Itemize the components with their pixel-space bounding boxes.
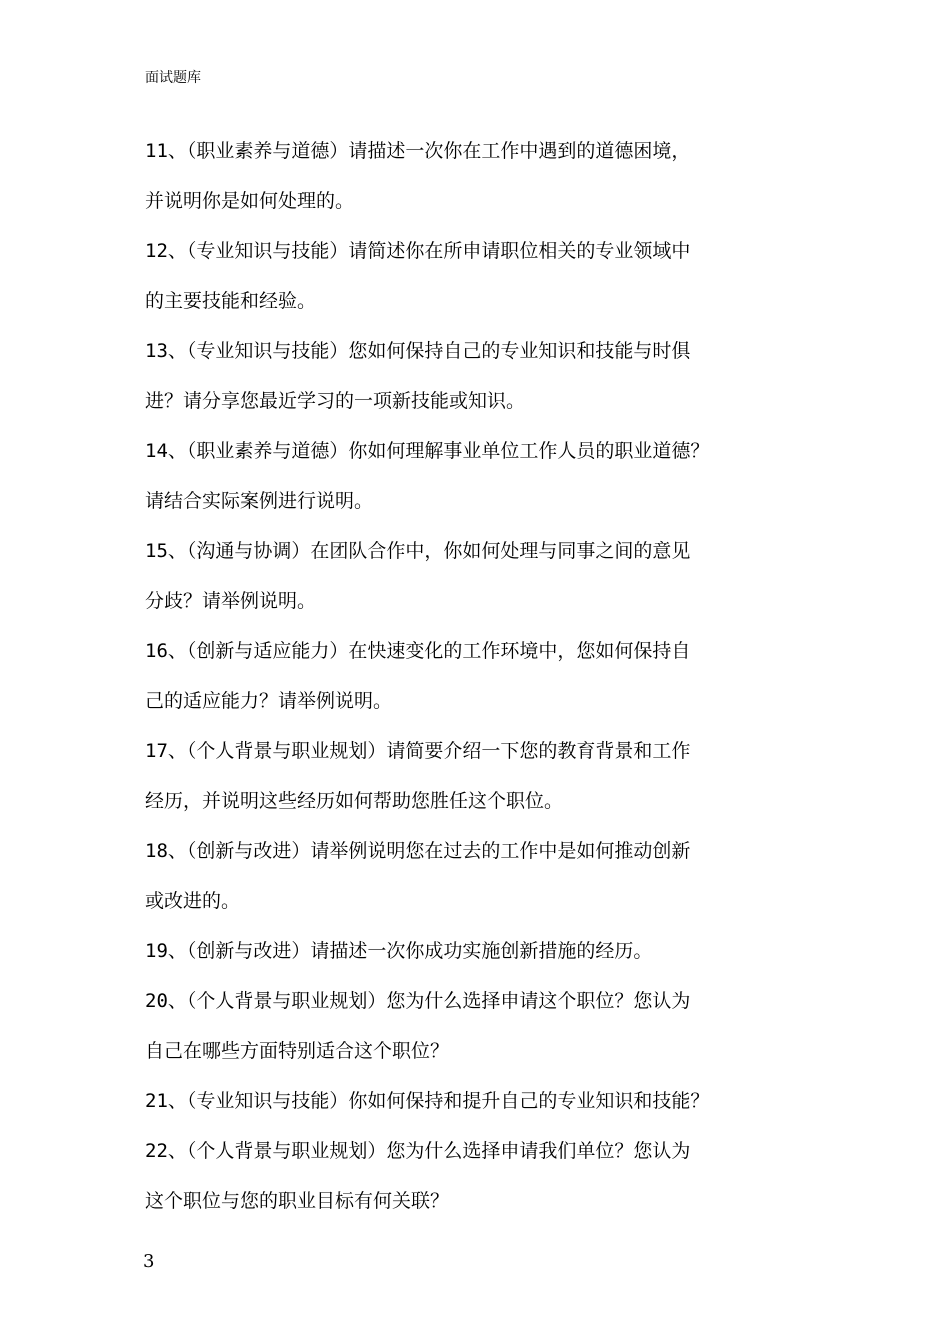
question-text-line: 15、（沟通与协调）在团队合作中，你如何处理与同事之间的意见 [145, 540, 691, 562]
question-text-line: 14、（职业素养与道德）你如何理解事业单位工作人员的职业道德？ [145, 440, 710, 462]
page-header: 面试题库 [145, 70, 201, 86]
question-text-line: 19、（创新与改进）请描述一次你成功实施创新措施的经历。 [145, 940, 653, 962]
question-text-line: 并说明你是如何处理的。 [145, 190, 355, 212]
question-item [145, 626, 817, 726]
question-text-line: 请结合实际案例进行说明。 [145, 490, 374, 512]
question-text-line: 分歧？请举例说明。 [145, 590, 317, 612]
question-text-line: 17、（个人背景与职业规划）请简要介绍一下您的教育背景和工作 [145, 740, 691, 762]
question-text-line: 12、（专业知识与技能）请简述你在所申请职位相关的专业领域中 [145, 240, 691, 262]
question-text-line: 11、（职业素养与道德）请描述一次你在工作中遇到的道德困境， [145, 140, 691, 162]
question-text-line: 或改进的。 [145, 890, 241, 912]
question-item [145, 1126, 817, 1226]
question-text-line: 20、（个人背景与职业规划）您为什么选择申请这个职位？您认为 [145, 990, 691, 1012]
question-item [145, 976, 817, 1076]
question-text-line: 这个职位与您的职业目标有何关联？ [145, 1190, 450, 1212]
question-text-line: 21、（专业知识与技能）你如何保持和提升自己的专业知识和技能？ [145, 1090, 710, 1112]
question-item [145, 126, 817, 226]
page-number: 3 [143, 1251, 155, 1272]
question-text-line: 22、（个人背景与职业规划）您为什么选择申请我们单位？您认为 [145, 1140, 691, 1162]
question-text-line: 的主要技能和经验。 [145, 290, 317, 312]
question-item [145, 426, 817, 526]
question-text-line: 进？请分享您最近学习的一项新技能或知识。 [145, 390, 526, 412]
question-item [145, 226, 817, 326]
question-text-line: 己的适应能力？请举例说明。 [145, 690, 393, 712]
question-item [145, 926, 817, 976]
question-item [145, 826, 817, 926]
question-text-line: 16、（创新与适应能力）在快速变化的工作环境中，您如何保持自 [145, 640, 691, 662]
question-item [145, 326, 817, 426]
question-text-line: 18、（创新与改进）请举例说明您在过去的工作中是如何推动创新 [145, 840, 691, 862]
question-text-line: 13、（专业知识与技能）您如何保持自己的专业知识和技能与时俱 [145, 340, 691, 362]
question-item [145, 526, 817, 626]
question-item [145, 1076, 817, 1126]
question-text-line: 自己在哪些方面特别适合这个职位？ [145, 1040, 450, 1062]
question-list [145, 126, 817, 1226]
question-item [145, 726, 817, 826]
question-text-line: 经历，并说明这些经历如何帮助您胜任这个职位。 [145, 790, 564, 812]
